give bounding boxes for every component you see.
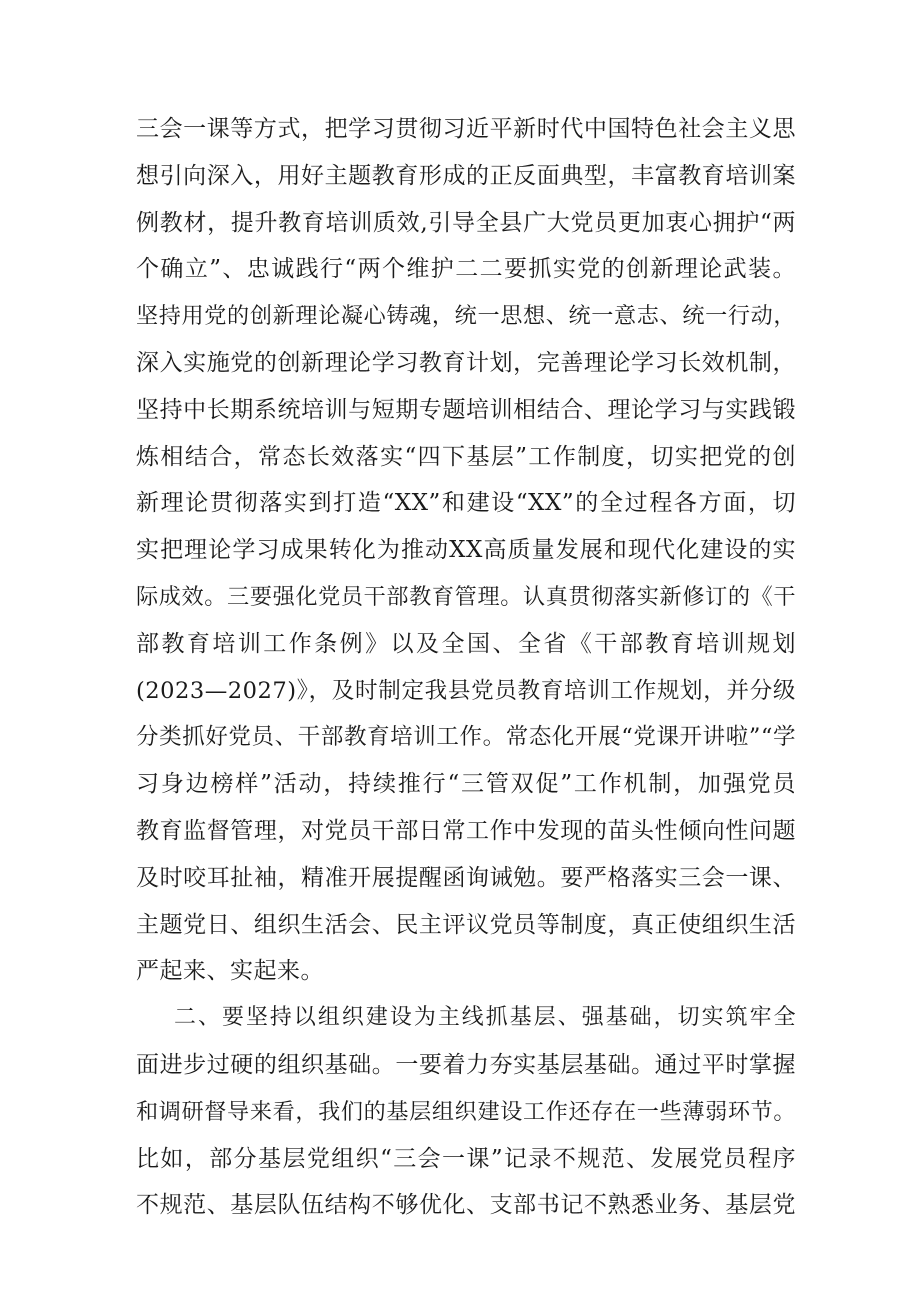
text-line: 严起来、实起来。 bbox=[136, 958, 324, 985]
text-line: 炼相结合，常态长效落实“四下基层”工作制度，切实把党的创 bbox=[136, 443, 796, 470]
text-line: 新理论贯彻落实到打造“XX”和建设“XX”的全过程各方面，切 bbox=[136, 490, 796, 517]
text-line: 个确立”、忠诚践行“两个维护二二要抓实党的创新理论武装。 bbox=[136, 256, 796, 283]
text-line: 分类抓好党员、干部教育培训工作。常态化开展“党课开讲啦”“学 bbox=[136, 724, 796, 751]
text-line: 教育监督管理，对党员干部日常工作中发现的苗头性倾向性问题 bbox=[136, 817, 796, 844]
text-line: 比如，部分基层党组织“三会一课”记录不规范、发展党员程序 bbox=[136, 1145, 796, 1172]
text-line: 实把理论学习成果转化为推动XX高质量发展和现代化建设的实 bbox=[136, 537, 796, 564]
text-line: 例教材，提升教育培训质效,引导全县广大党员更加衷心拥护“两 bbox=[136, 209, 796, 236]
text-line: 二、要坚持以组织建设为主线抓基层、强基础，切实筑牢全 bbox=[174, 1005, 796, 1031]
text-line: 面进步过硬的组织基础。一要着力夯实基层基础。通过平时掌握 bbox=[136, 1051, 796, 1078]
text-line: 不规范、基层队伍结构不够优化、支部书记不熟悉业务、基层党 bbox=[136, 1192, 796, 1219]
document-body bbox=[136, 106, 796, 1229]
text-line: 想引向深入，用好主题教育形成的正反面典型，丰富教育培训案 bbox=[136, 162, 796, 189]
text-line: 和调研督导来看，我们的基层组织建设工作还存在一些薄弱环节。 bbox=[136, 1098, 796, 1125]
text-line: 主题党日、组织生活会、民主评议党员等制度，真正使组织生活 bbox=[136, 911, 796, 938]
text-line: (2023—2027)》，及时制定我县党员教育培训工作规划，并分级 bbox=[136, 677, 796, 704]
text-line: 坚持中长期系统培训与短期专题培训相结合、理论学习与实践锻 bbox=[136, 396, 796, 423]
text-line: 及时咬耳扯袖，精准开展提醒函询诫勉。要严格落实三会一课、 bbox=[136, 864, 796, 891]
text-line: 习身边榜样”活动，持续推行“三管双促”工作机制，加强党员 bbox=[136, 771, 796, 798]
text-line: 际成效。三要强化党员干部教育管理。认真贯彻落实新修订的《干 bbox=[136, 583, 796, 610]
text-line: 深入实施党的创新理论学习教育计划，完善理论学习长效机制， bbox=[136, 349, 796, 376]
text-line: 部教育培训工作条例》以及全国、全省《干部教育培训规划 bbox=[136, 630, 796, 657]
text-line: 坚持用党的创新理论凝心铸魂，统一思想、统一意志、统一行动， bbox=[136, 303, 796, 330]
text-line: 三会一课等方式，把学习贯彻习近平新时代中国特色社会主义思 bbox=[136, 116, 796, 142]
